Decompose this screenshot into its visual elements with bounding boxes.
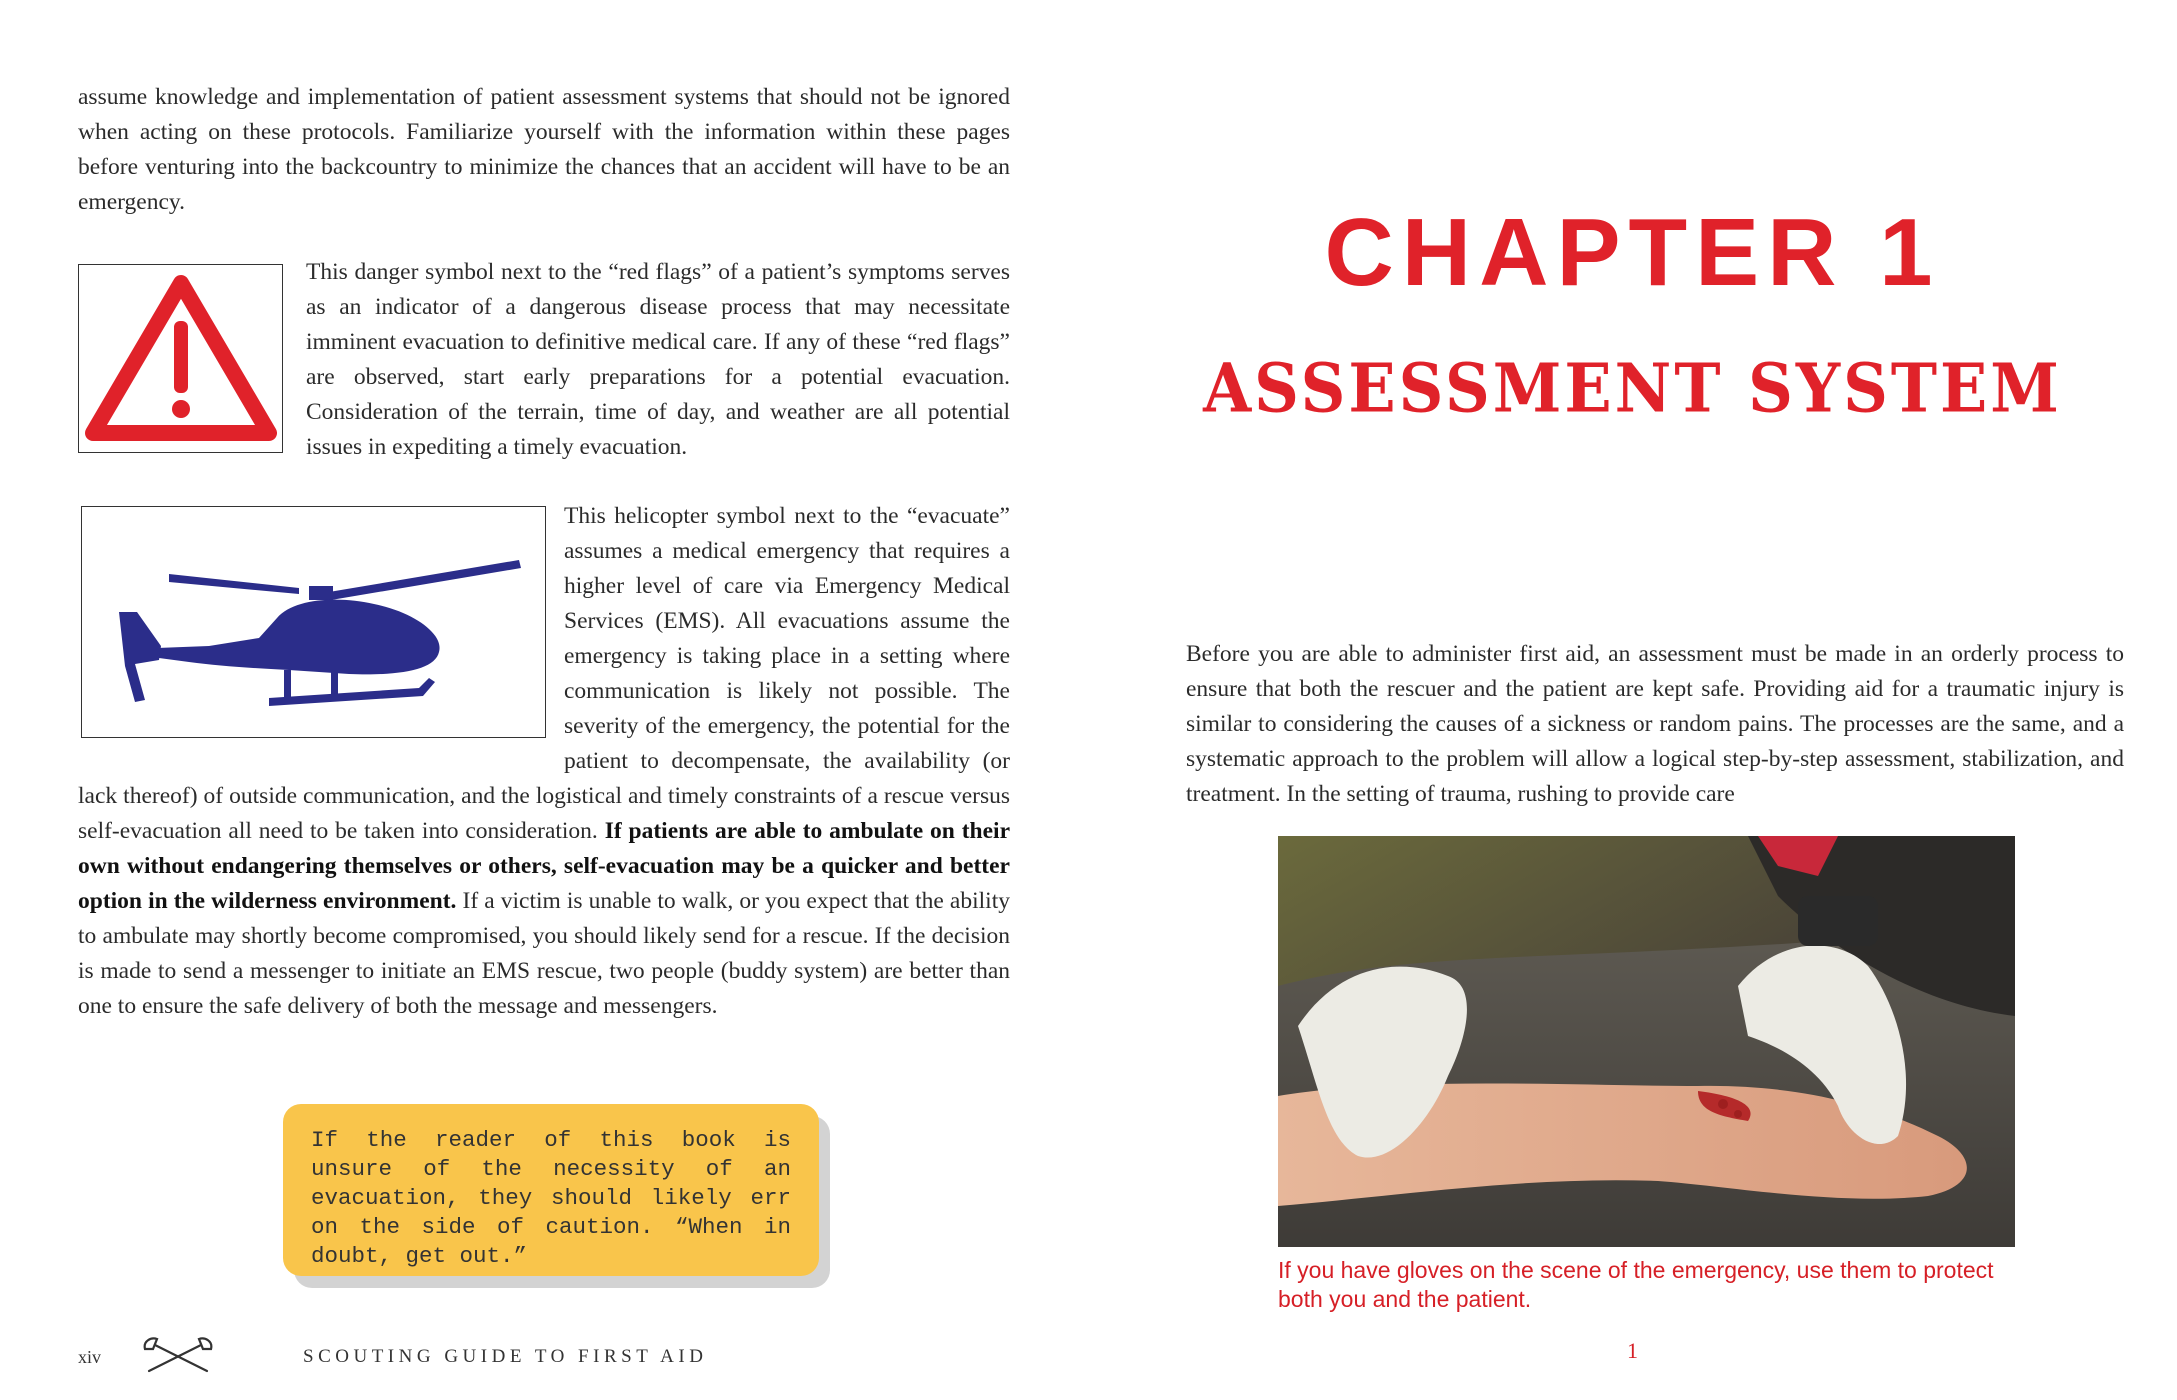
- helicopter-paragraph-start: This helicopter symbol next to the “evacuate” assumes a medical emergency that requires a higher level of care via Emergency Medical Services (EMS). All evacuations assume the emergency is taking place in a setting where communication is likely not possible. The severity of the emergency, the potential for the patient to decompensate, the availability (or lack thereof) of outside communication, and the logistical and timely constraints of a rescue versus self-evacuation all need to be taken into consideration.: [78, 503, 1010, 844]
- left-footer: [78, 1342, 707, 1372]
- page-number-right: 1: [1627, 1338, 1638, 1363]
- warning-triangle-icon: [85, 273, 277, 445]
- running-head: SCOUTING GUIDE TO FIRST AID: [303, 1346, 708, 1367]
- callout-text: If the reader of this book is unsure of the necessity of an evacuation, they should likely err on the side of caution. “When in doubt, get out.”: [311, 1127, 791, 1269]
- helicopter-paragraph: [78, 499, 1010, 1024]
- right-page: [1088, 0, 2177, 1400]
- photo-illustration: [1278, 836, 2015, 1247]
- danger-paragraph: This danger symbol next to the “red flags” of a patient’s symptoms serves as an indicator of a dangerous disease process that may necessitate imminent evacuation to definitive medical care. If any of these “red flags” are observed, start early preparations for a potential evacuation. Consideration of the terrain, time of day, and weather are all potential issues in expediting a timely evacuation.: [306, 259, 1010, 460]
- helicopter-paragraph-end: If a victim is unable to walk, or you expect that the ability to ambulate may shortly become compromised, you should likely send for a rescue. If the decision is made to send a messenger to initiate an EMS rescue, two people (buddy system) are better than one to ensure the safe delivery of both the message and messengers.: [78, 888, 1010, 1019]
- callout-box: [283, 1104, 819, 1276]
- intro-paragraph: assume knowledge and implementation of patient assessment systems that should not be ignored when acting on these protocols. Familiarize yourself with the information within these pages before venturing into the backcountry to minimize the chances that an accident will have to be an emergency.: [78, 84, 1010, 215]
- crossed-axes-icon: [141, 1337, 215, 1377]
- helicopter-float-spacer: [78, 499, 564, 769]
- gloved-hands-photo: [1278, 836, 2015, 1247]
- danger-symbol-frame: [78, 264, 283, 453]
- chapter-number: CHAPTER 1: [1324, 199, 1941, 306]
- chapter-title: ASSESSMENT SYSTEM: [1203, 349, 2062, 428]
- chapter-intro-paragraph: Before you are able to administer first aid, an assessment must be made in an orderly process to ensure that both the rescuer and the patient are kept safe. Providing aid for a traumatic injury is similar to considering the causes of a sickness or random pains. The processes are the same, and a systematic approach to the problem will allow a logical step-by-step assessment, stabilization, and treatment. In the setting of trauma, rushing to provide care: [1186, 641, 2124, 807]
- helicopter-paragraph-bold: If patients are able to ambulate on their own without endangering themselves or others, self-evacuation may be a quicker and better option in the wilderness environment.: [78, 818, 1010, 914]
- left-page: [0, 0, 1088, 1400]
- page-number-left: xiv: [78, 1346, 102, 1367]
- photo-caption: If you have gloves on the scene of the emergency, use them to protect both you and the patient.: [1278, 1257, 1994, 1312]
